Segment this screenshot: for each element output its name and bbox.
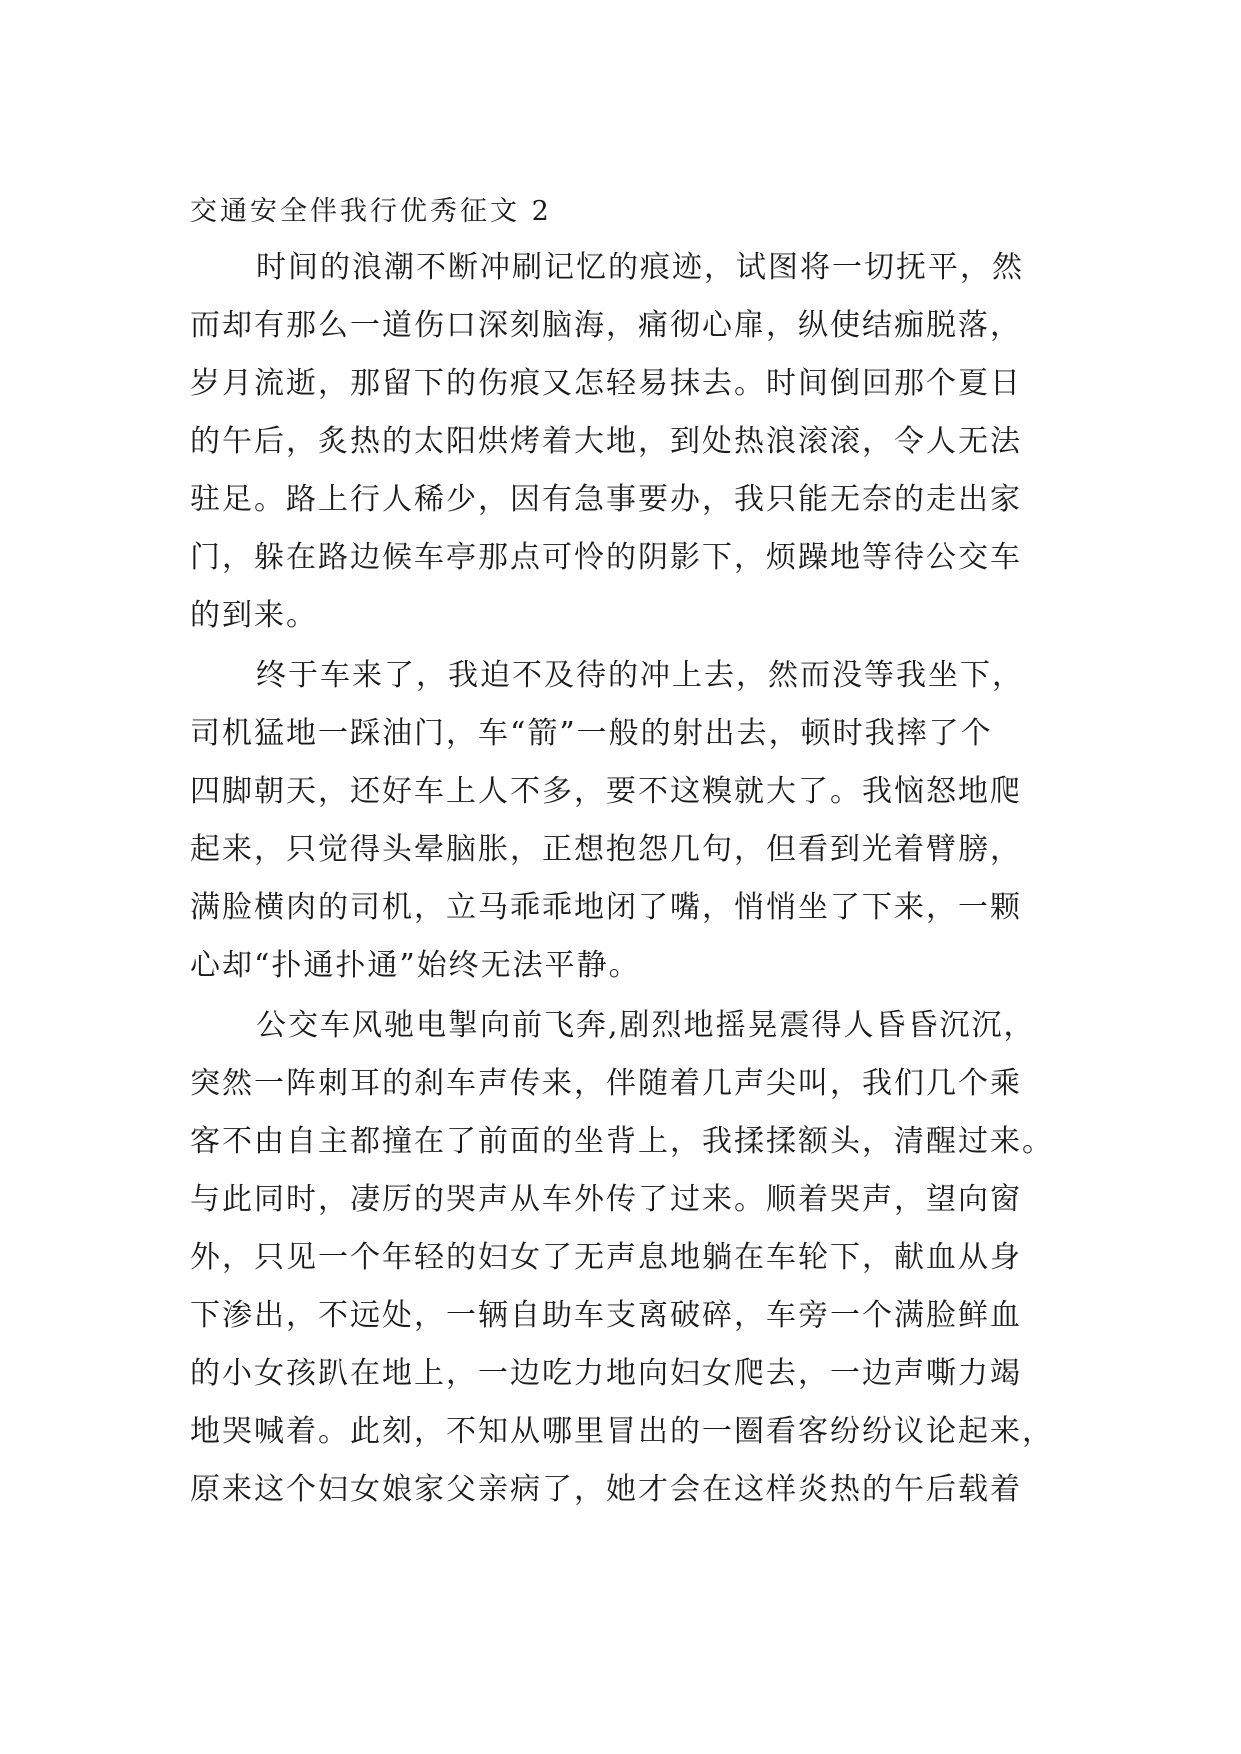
paragraph-2-line-1: 终于车来了，我迫不及待的冲上去，然而没等我坐下， <box>256 658 1024 693</box>
paragraph-2-line-4: 起来，只觉得头晕脑胀，正想抱怨几句，但看到光着臂膀， <box>190 832 1022 867</box>
paragraph-2-line-5: 满脸横肉的司机，立马乖乖地闭了嘴，悄悄坐了下来，一颗 <box>190 890 1022 925</box>
paragraph-3-line-3: 客不由自主都撞在了前面的坐背上，我揉揉额头，清醒过来。 <box>190 1124 1054 1159</box>
paragraph-1-line-4: 的午后，炙热的太阳烘烤着大地，到处热浪滚滚，令人无法 <box>190 424 1022 459</box>
paragraph-3-line-8: 地哭喊着。此刻，不知从哪里冒出的一圈看客纷纷议论起来， <box>190 1414 1054 1449</box>
paragraph-3-line-6: 下渗出，不远处，一辆自助车支离破碎，车旁一个满脸鲜血 <box>190 1298 1022 1333</box>
paragraph-3-line-7: 的小女孩趴在地上，一边吃力地向妇女爬去，一边声嘶力竭 <box>190 1356 1022 1391</box>
paragraph-2-line-3: 四脚朝天，还好车上人不多，要不这糗就大了。我恼怒地爬 <box>190 774 1022 809</box>
paragraph-2-line-6: 心却“扑通扑通”始终无法平静。 <box>190 948 641 983</box>
paragraph-3-line-9: 原来这个妇女娘家父亲病了，她才会在这样炎热的午后载着 <box>190 1472 1022 1507</box>
paragraph-1-line-1: 时间的浪潮不断冲刷记忆的痕迹，试图将一切抚平，然 <box>256 250 1024 285</box>
paragraph-3-line-5: 外，只见一个年轻的妇女了无声息地躺在车轮下，献血从身 <box>190 1240 1022 1275</box>
paragraph-3-line-4: 与此同时，凄厉的哭声从车外传了过来。顺着哭声，望向窗 <box>190 1182 1022 1217</box>
paragraph-1-line-3: 岁月流逝，那留下的伤痕又怎轻易抹去。时间倒回那个夏日 <box>190 366 1022 401</box>
paragraph-1-line-2: 而却有那么一道伤口深刻脑海，痛彻心扉，纵使结痂脱落， <box>190 308 1022 343</box>
document-title: 交通安全伴我行优秀征文 2 <box>190 196 552 227</box>
paragraph-3-line-2: 突然一阵刺耳的刹车声传来，伴随着几声尖叫，我们几个乘 <box>190 1066 1022 1101</box>
paragraph-1-line-6: 门，躲在路边候车亭那点可怜的阴影下，烦躁地等待公交车 <box>190 540 1022 575</box>
paragraph-2-line-2: 司机猛地一踩油门，车“箭”一般的射出去，顿时我摔了个 <box>190 716 993 751</box>
paragraph-1-line-7: 的到来。 <box>190 598 318 633</box>
paragraph-3-line-1: 公交车风驰电掣向前飞奔,剧烈地摇晃震得人昏昏沉沉， <box>256 1008 1036 1043</box>
paragraph-1-line-5: 驻足。路上行人稀少，因有急事要办，我只能无奈的走出家 <box>190 482 1022 517</box>
